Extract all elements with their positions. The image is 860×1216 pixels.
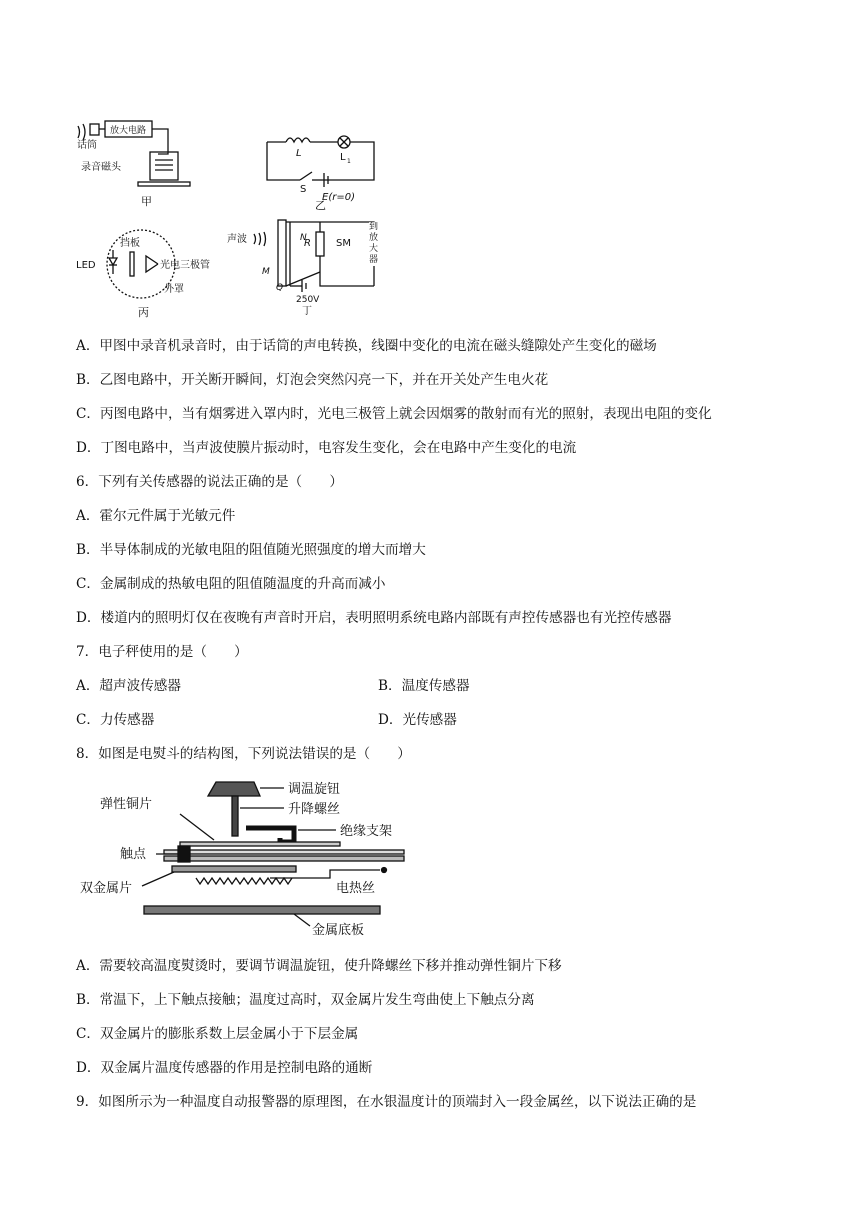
label-L: L (296, 148, 302, 159)
q7-stem: 7．电子秤使用的是（ ） (76, 644, 248, 660)
led-icon (109, 258, 117, 265)
diaphragm (278, 220, 286, 286)
q5-option-a: A．甲图中录音机录音时，由于话筒的声电转换，线圈中变化的电流在磁头缝隙处产生变化的磁场 (76, 338, 657, 354)
q7-option-c: C．力传感器 (76, 712, 155, 728)
heating-wire (196, 878, 292, 884)
q7-option-b: B．温度传感器 (378, 678, 470, 694)
photo-label: 光电三极管 (160, 260, 210, 271)
volt-label: 250V (296, 295, 320, 305)
support-label: 绝缘支架 (340, 824, 393, 839)
q7-option-a: A．超声波传感器 (76, 678, 181, 694)
figure-yi (262, 120, 380, 210)
caption-yi: 乙 (315, 199, 326, 210)
head-label: 录音磁头 (81, 162, 121, 173)
label-N: N (300, 233, 307, 243)
led-label: LED (76, 260, 96, 271)
label-L1: L (340, 152, 346, 163)
q8-option-b: B．常温下，上下触点接触；温度过高时，双金属片发生弯曲使上下触点分离 (76, 992, 535, 1008)
label-E: E(r=0) (322, 192, 355, 203)
label-M: M (262, 267, 270, 277)
q8-stem: 8．如图是电熨斗的结构图，下列说法错误的是（ ） (76, 746, 411, 762)
q8-option-a: A．需要较高温度熨烫时，要调节调温旋钮，使升降螺丝下移并推动弹性铜片下移 (76, 958, 562, 974)
recording-head (150, 152, 178, 180)
amp-output-label: 到放大器 (369, 222, 379, 265)
copper-label: 弹性铜片 (100, 797, 153, 812)
figure-jia (76, 118, 196, 210)
label-R: R (304, 238, 311, 249)
knob (208, 782, 260, 796)
wire-label: 电热丝 (336, 881, 376, 896)
contact-label: 触点 (120, 847, 147, 862)
q6-option-c: C．金属制成的热敏电阻的阻值随温度的升高而减小 (76, 576, 386, 592)
label-Q: Q (276, 283, 284, 293)
q6-stem: 6．下列有关传感器的说法正确的是（ ） (76, 474, 343, 490)
baffle (130, 252, 134, 276)
label-SM: SM (336, 238, 351, 249)
q8-option-c: C．双金属片的膨胀系数上层金属小于下层金属 (76, 1026, 359, 1042)
baffle-label: 挡板 (120, 238, 140, 249)
figure-iron (80, 776, 420, 942)
cover-label: 外罩 (164, 284, 184, 295)
figure-bing (76, 228, 226, 320)
q5-option-d: D．丁图电路中，当声波使膜片振动时，电容发生变化，会在电路中产生变化的电流 (76, 440, 577, 456)
label-L1-sub: 1 (347, 158, 351, 165)
q6-option-d: D．楼道内的照明灯仅在夜晚有声音时开启，表明照明系统电路内部既有声控传感器也有光控传感器 (76, 610, 672, 626)
knob-label: 调温旋钮 (288, 782, 341, 797)
mic-label: 话筒 (77, 140, 97, 151)
metal-base (144, 906, 380, 914)
q9-stem: 9．如图所示为一种温度自动报警器的原理图，在水银温度计的顶端封入一段金属丝，以下说法正确的是 (76, 1094, 697, 1110)
label-S: S (300, 184, 307, 195)
caption-jia: 甲 (141, 195, 152, 208)
q7-option-d: D．光传感器 (378, 712, 457, 728)
bimetal-label: 双金属片 (80, 881, 133, 896)
figure-ding (226, 214, 386, 318)
screw-label: 升降螺丝 (288, 802, 341, 817)
caption-ding: 丁 (302, 306, 312, 317)
switch-icon (300, 172, 312, 180)
inductor-coil (286, 138, 310, 142)
q6-option-a: A．霍尔元件属于光敏元件 (76, 508, 236, 524)
caption-bing: 丙 (138, 306, 149, 319)
microphone-icon (90, 124, 99, 135)
contact-point (178, 846, 190, 862)
base-label: 金属底板 (312, 923, 365, 938)
q6-option-b: B．半导体制成的光敏电阻的阻值随光照强度的增大而增大 (76, 542, 426, 558)
wave-label: 声波 (227, 234, 247, 245)
q5-option-c: C．丙图电路中，当有烟雾进入罩内时，光电三极管上就会因烟雾的散射而有光的照射，表现出电阻的变化 (76, 406, 712, 422)
q5-option-b: B．乙图电路中，开关断开瞬间，灯泡会突然闪亮一下，并在开关处产生电火花 (76, 372, 549, 388)
q8-option-d: D．双金属片温度传感器的作用是控制电路的通断 (76, 1060, 373, 1076)
amp-label: 放大电路 (109, 126, 147, 136)
resistor-R (316, 232, 324, 256)
sound-wave-icon (78, 126, 80, 138)
